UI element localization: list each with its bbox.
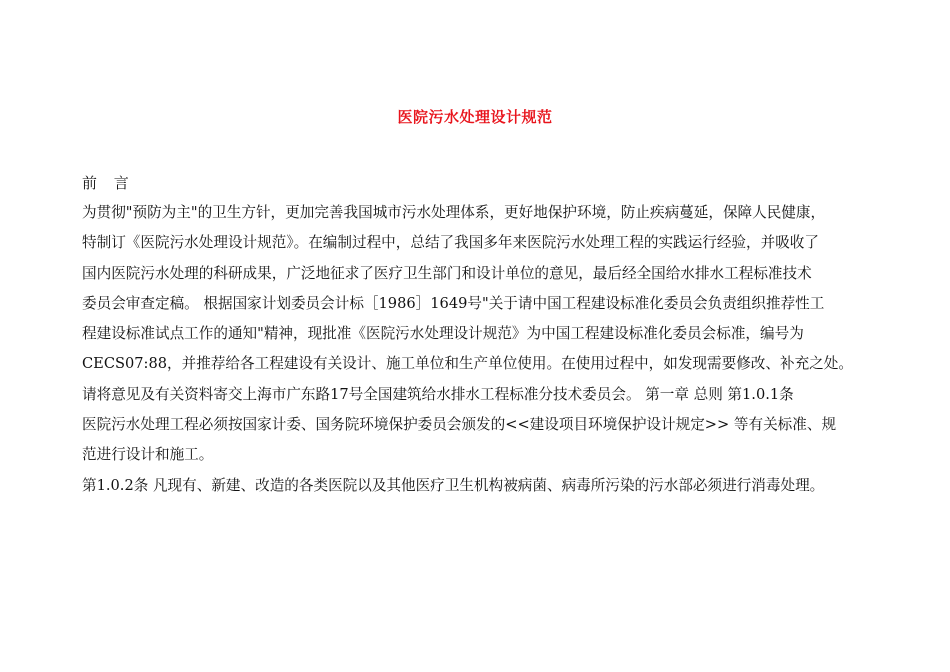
body-line: 程建设标准试点工作的通知"精神，现批准《医院污水处理设计规范》为中国工程建设标准化委员会标准，编号为 [82, 325, 804, 343]
body-line: 医院污水处理工程必须按国家计委、国务院环境保护委员会颁发的<<建设项目环境保护设计规定>> 等有关标准、规 [82, 416, 837, 434]
body-line: 国内医院污水处理的科研成果，广泛地征求了医疗卫生部门和设计单位的意见，最后经全国给水排水工程标准技术 [82, 264, 812, 282]
document-body [82, 198, 882, 501]
body-line: 范进行设计和施工。 [82, 446, 214, 464]
section-heading-preface: 前 言 [82, 174, 135, 192]
document-title: 医院污水处理设计规范 [397, 108, 553, 126]
body-line: 委员会审查定稿。 根据国家计划委员会计标［1986］1649号"关于请中国工程建设标准化委员会负责组织推荐性工 [82, 294, 825, 312]
body-line: 第1.0.2条 凡现有、新建、改造的各类医院以及其他医疗卫生机构被病菌、病毒所污染的污水部必须进行消毒处理。 [82, 476, 825, 494]
body-line: 特制订《医院污水处理设计规范》。在编制过程中，总结了我国多年来医院污水处理工程的实践运行经验，并吸收了 [82, 234, 819, 252]
body-line: CECS07:88，并推荐给各工程建设有关设计、施工单位和生产单位使用。在使用过程中，如发现需要修改、补充之处。 [82, 355, 853, 373]
body-line: 为贯彻"预防为主"的卫生方针，更加完善我国城市污水处理体系，更好地保护环境，防止疾病蔓延，保障人民健康， [82, 204, 826, 221]
body-line: 请将意见及有关资料寄交上海市广东路17号全国建筑给水排水工程标准分技术委员会。 第一章 总则 第1.0.1条 [82, 385, 794, 403]
